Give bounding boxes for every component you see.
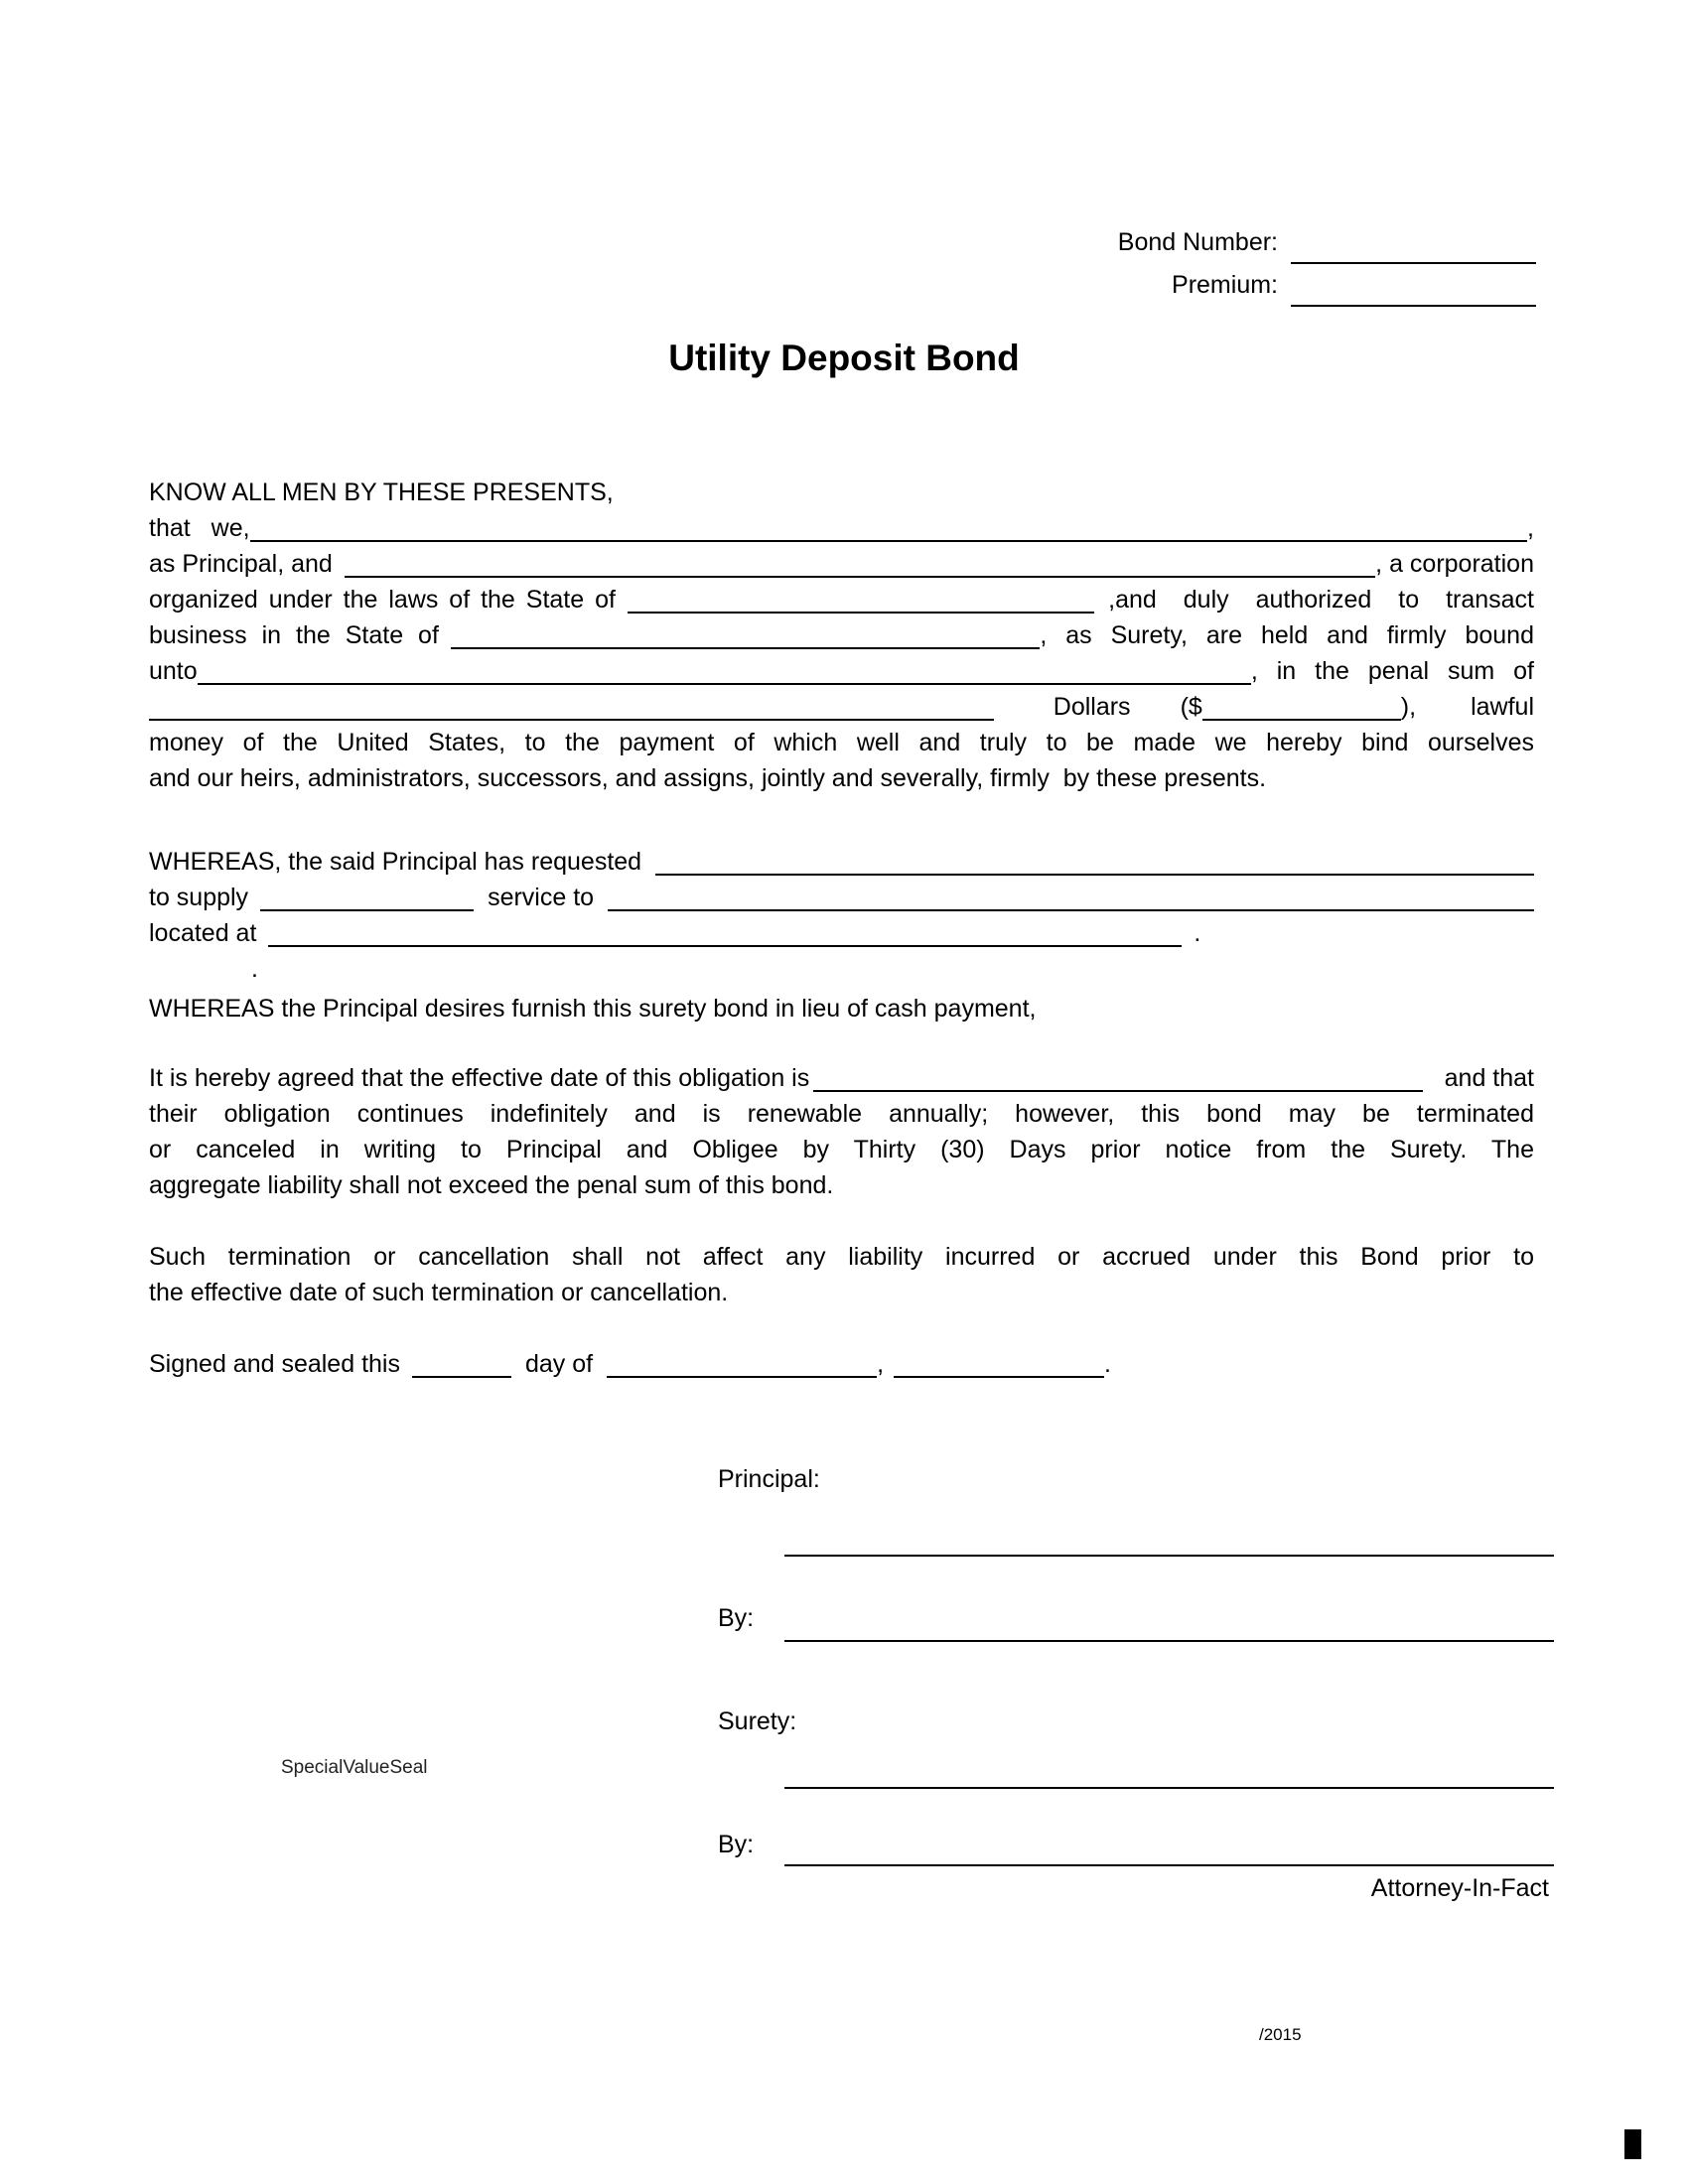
effective-date-blank[interactable] [813, 1064, 1422, 1092]
surety-by-label: By: [718, 1831, 755, 1858]
trailing-comma: , [1527, 514, 1534, 542]
bond-number-blank[interactable] [1291, 262, 1536, 264]
opening-paragraph [149, 475, 1534, 796]
signed-sealed-line [149, 1346, 1534, 1382]
surety-by-blank[interactable] [784, 1864, 1554, 1866]
requested-line [149, 844, 1534, 880]
seal-placeholder-text: SpecialValueSeal [281, 1757, 428, 1778]
attorney-in-fact-label: Attorney-In-Fact [1370, 1874, 1549, 1902]
month-blank[interactable] [607, 1350, 877, 1378]
principal-name-line [149, 510, 1534, 546]
as-surety-text: , as Surety, are held and firmly bound [1040, 621, 1534, 649]
requested-blank[interactable] [655, 848, 1534, 876]
requested-text: WHEREAS, the said Principal has requested [149, 848, 642, 876]
principal-name-blank[interactable] [250, 514, 1527, 542]
principal-label: Principal: [718, 1465, 820, 1493]
located-at-text: located at [149, 919, 257, 947]
premium-label: Premium: [1172, 271, 1278, 299]
document-body [149, 475, 1534, 1382]
state-of-incorporation-blank[interactable] [628, 586, 1094, 614]
obligee-line [149, 653, 1534, 689]
state-of-business-blank[interactable] [451, 621, 1040, 649]
unto-text: unto [149, 657, 198, 685]
aggregate-liability-line: aggregate liability shall not exceed the penal sum of this bond. [149, 1171, 834, 1199]
know-all-men-line: KNOW ALL MEN BY THESE PRESENTS, [149, 478, 614, 506]
lawful-text: lawful [1471, 693, 1534, 721]
signed-sealed-paragraph [149, 1346, 1534, 1382]
state-of-business-line [149, 617, 1534, 653]
penal-sum-words-blank[interactable] [149, 693, 994, 721]
located-at-line [149, 915, 1534, 951]
day-number-blank[interactable] [412, 1350, 511, 1378]
penal-sum-text: , in the penal sum of [1250, 657, 1534, 685]
surety-name-blank[interactable] [345, 550, 1375, 578]
surety-signature-blank[interactable] [784, 1787, 1554, 1789]
whereas-lieu-paragraph [149, 991, 1534, 1026]
a-corporation-text: , a corporation [1375, 550, 1534, 578]
year-blank[interactable] [894, 1350, 1104, 1378]
termination-line-1: Such termination or cancellation shall not affect any liability incurred or accrued under this Bond prior to [149, 1243, 1534, 1271]
effective-date-line [149, 1060, 1534, 1096]
scan-artifact-mark [1624, 2129, 1641, 2159]
surety-label: Surety: [718, 1707, 797, 1735]
service-type-blank[interactable] [260, 884, 474, 911]
money-line: money of the United States, to the payment of which well and truly to be made we hereby bind ourselves [149, 729, 1534, 756]
date-period: . [1104, 1350, 1111, 1378]
in-lieu-line: WHEREAS the Principal desires furnish this surety bond in lieu of cash payment, [149, 995, 1037, 1023]
revision-text: /2015 [1259, 2025, 1302, 2044]
termination-paragraph [149, 1239, 1534, 1310]
signed-sealed-text: Signed and sealed this [149, 1350, 400, 1378]
principal-by-label: By: [718, 1604, 755, 1632]
address-blank[interactable] [268, 919, 1182, 947]
dollars-text: Dollars [1053, 693, 1131, 721]
penal-sum-amount-line [149, 689, 1534, 725]
located-at-period: . [1194, 919, 1201, 947]
state-of-incorporation-line [149, 582, 1534, 617]
page-title: Utility Deposit Bond [668, 338, 1020, 378]
canceled-notice-line: or canceled in writing to Principal and Obligee by Thirty (30) Days prior notice from the Surety. The [149, 1136, 1534, 1163]
whereas-request-paragraph [149, 844, 1534, 987]
obligee-name-blank[interactable] [198, 657, 1251, 685]
heirs-line: and our heirs, administrators, successors, and assigns, jointly and severally, firmly by these presents. [149, 764, 1267, 792]
penal-sum-figure-blank[interactable] [1202, 693, 1401, 721]
dollar-paren-open: ($ [1180, 693, 1202, 721]
stray-period-line: . [251, 955, 258, 983]
termination-line-2: the effective date of such termination or cancellation. [149, 1279, 729, 1306]
day-of-text: day of [524, 1350, 594, 1378]
duly-authorized-text: ,and duly authorized to transact [1108, 586, 1534, 614]
obligation-continues-line: their obligation continues indefinitely and is renewable annually; however, this bond may be terminated [149, 1100, 1534, 1128]
surety-name-line [149, 546, 1534, 582]
supply-service-line [149, 880, 1534, 915]
bond-number-label: Bond Number: [1117, 228, 1278, 256]
effective-date-paragraph [149, 1060, 1534, 1203]
principal-signature-blank[interactable] [784, 1555, 1554, 1557]
business-state-text: business in the State of [149, 621, 439, 649]
service-to-text: service to [488, 884, 595, 911]
service-recipient-blank[interactable] [608, 884, 1534, 911]
organized-text: organized under the laws of the State of [149, 586, 616, 614]
principal-by-blank[interactable] [784, 1640, 1554, 1642]
effective-date-text: It is hereby agreed that the effective date of this obligation is [149, 1064, 810, 1092]
date-comma: , [877, 1350, 885, 1378]
to-supply-text: to supply [149, 884, 249, 911]
dollar-paren-close: ), [1400, 693, 1417, 721]
that-we-text: that we, [149, 514, 250, 542]
as-principal-text: as Principal, and [149, 550, 333, 578]
premium-blank[interactable] [1291, 305, 1536, 307]
and-that-text: and that [1444, 1064, 1534, 1092]
